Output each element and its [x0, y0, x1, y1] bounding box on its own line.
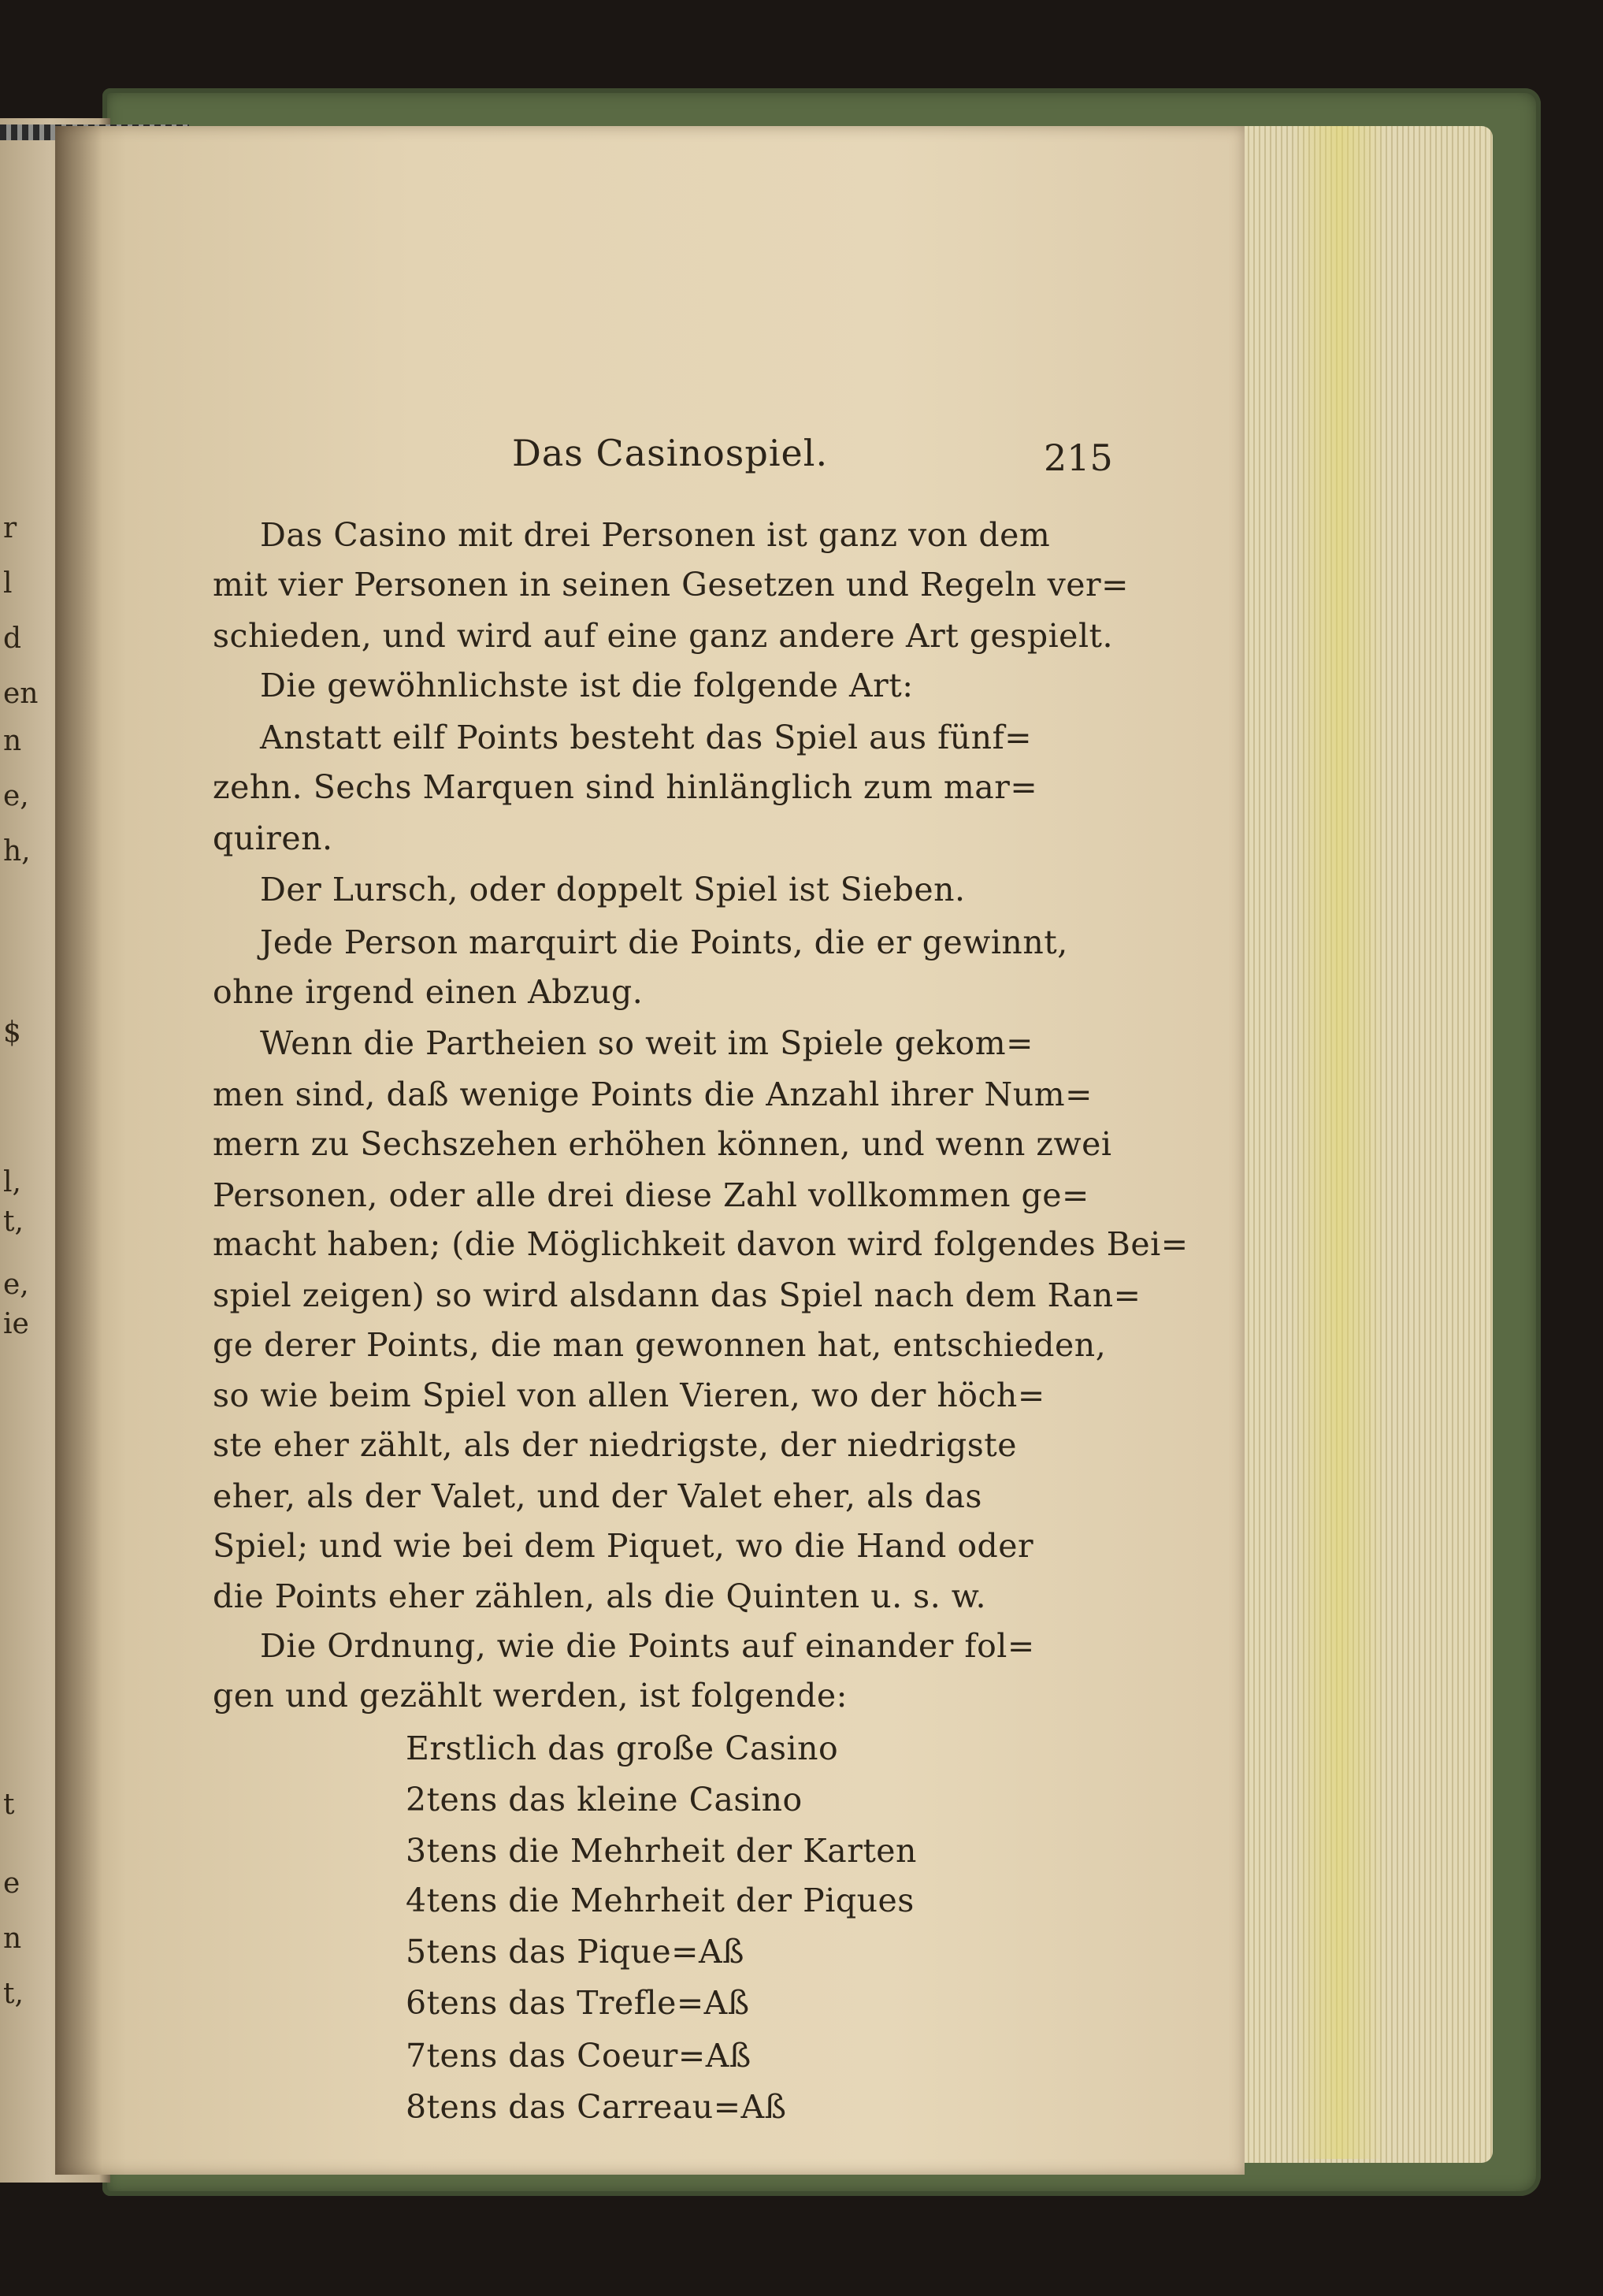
text-line: 3tens die Mehrheit der Karten	[406, 1832, 917, 1870]
page-number: 215	[1044, 437, 1113, 479]
text-line: spiel zeigen) so wird alsdann das Spiel nach dem Ran=	[213, 1276, 1141, 1314]
text-line: Die Ordnung, wie die Points auf einander fol=	[260, 1627, 1035, 1665]
page-text	[213, 126, 1237, 2175]
left-page-letter: $	[3, 1016, 21, 1049]
text-line: mern zu Sechszehen erhöhen können, und wenn zwei	[213, 1125, 1112, 1163]
text-line: Wenn die Partheien so weit im Spiele gekom=	[260, 1024, 1033, 1062]
left-page-letter: t,	[3, 1978, 24, 2010]
running-head: Das Casinospiel.	[512, 432, 829, 474]
text-line: Anstatt eilf Points besteht das Spiel aus fünf=	[260, 719, 1033, 756]
text-line: 6tens das Trefle=Aß	[406, 1984, 750, 2022]
text-line: men sind, daß wenige Points die Anzahl ihrer Num=	[213, 1076, 1093, 1113]
text-line: schieden, und wird auf eine ganz andere Art gespielt.	[213, 617, 1114, 655]
text-line: gen und gezählt werden, ist folgende:	[213, 1677, 848, 1715]
left-page-letter: e,	[3, 780, 29, 812]
text-line: die Points eher zählen, als die Quinten u. s. w.	[213, 1577, 987, 1615]
text-line: 7tens das Coeur=Aß	[406, 2037, 751, 2075]
text-line: zehn. Sechs Marquen sind hinlänglich zum mar=	[213, 768, 1038, 806]
text-line: 4tens die Mehrheit der Piques	[406, 1882, 915, 1919]
text-line: so wie beim Spiel von allen Vieren, wo der höch=	[213, 1376, 1045, 1414]
book-page	[55, 126, 1245, 2175]
text-line: 8tens das Carreau=Aß	[406, 2088, 787, 2126]
text-line: ge derer Points, die man gewonnen hat, entschieden,	[213, 1326, 1107, 1364]
left-page-letter: en	[3, 678, 39, 710]
text-line: Die gewöhnlichste ist die folgende Art:	[260, 667, 914, 704]
text-line: Das Casino mit drei Personen ist ganz von dem	[260, 516, 1051, 554]
text-line: macht haben; (die Möglichkeit davon wird folgendes Bei=	[213, 1225, 1189, 1263]
text-line: 2tens das kleine Casino	[406, 1781, 803, 1819]
left-page-letter: e,	[3, 1269, 29, 1301]
text-line: ste eher zählt, als der niedrigste, der niedrigste	[213, 1426, 1017, 1464]
left-page-letter: t	[3, 1789, 15, 1821]
left-page-letter: n	[3, 725, 22, 757]
gutter-shadow	[55, 126, 102, 2175]
text-line: Personen, oder alle drei diese Zahl vollkommen ge=	[213, 1176, 1089, 1214]
left-page-letter: t,	[3, 1206, 24, 1238]
left-page-letter: r	[3, 512, 17, 544]
left-page-letter: ie	[3, 1308, 29, 1340]
left-page-letter: n	[3, 1923, 22, 1955]
left-page-letter: h,	[3, 835, 31, 868]
left-page-letter: l,	[3, 1166, 21, 1198]
left-page-letter: e	[3, 1867, 20, 1900]
left-page-letter: d	[3, 622, 22, 655]
text-line: Jede Person marquirt die Points, die er gewinnt,	[260, 923, 1068, 961]
text-line: Spiel; und wie bei dem Piquet, wo die Hand oder	[213, 1527, 1034, 1565]
text-line: ohne irgend einen Abzug.	[213, 973, 644, 1011]
text-line: 5tens das Pique=Aß	[406, 1933, 745, 1971]
text-line: eher, als der Valet, und der Valet eher, als das	[213, 1477, 982, 1515]
text-line: mit vier Personen in seinen Gesetzen und Regeln ver=	[213, 566, 1129, 604]
page-edges-tint	[1292, 126, 1386, 2159]
text-line: Der Lursch, oder doppelt Spiel ist Sieben.	[260, 871, 966, 908]
text-line: Erstlich das große Casino	[406, 1729, 839, 1767]
text-line: quiren.	[213, 819, 333, 857]
left-page-letter: l	[3, 567, 13, 600]
